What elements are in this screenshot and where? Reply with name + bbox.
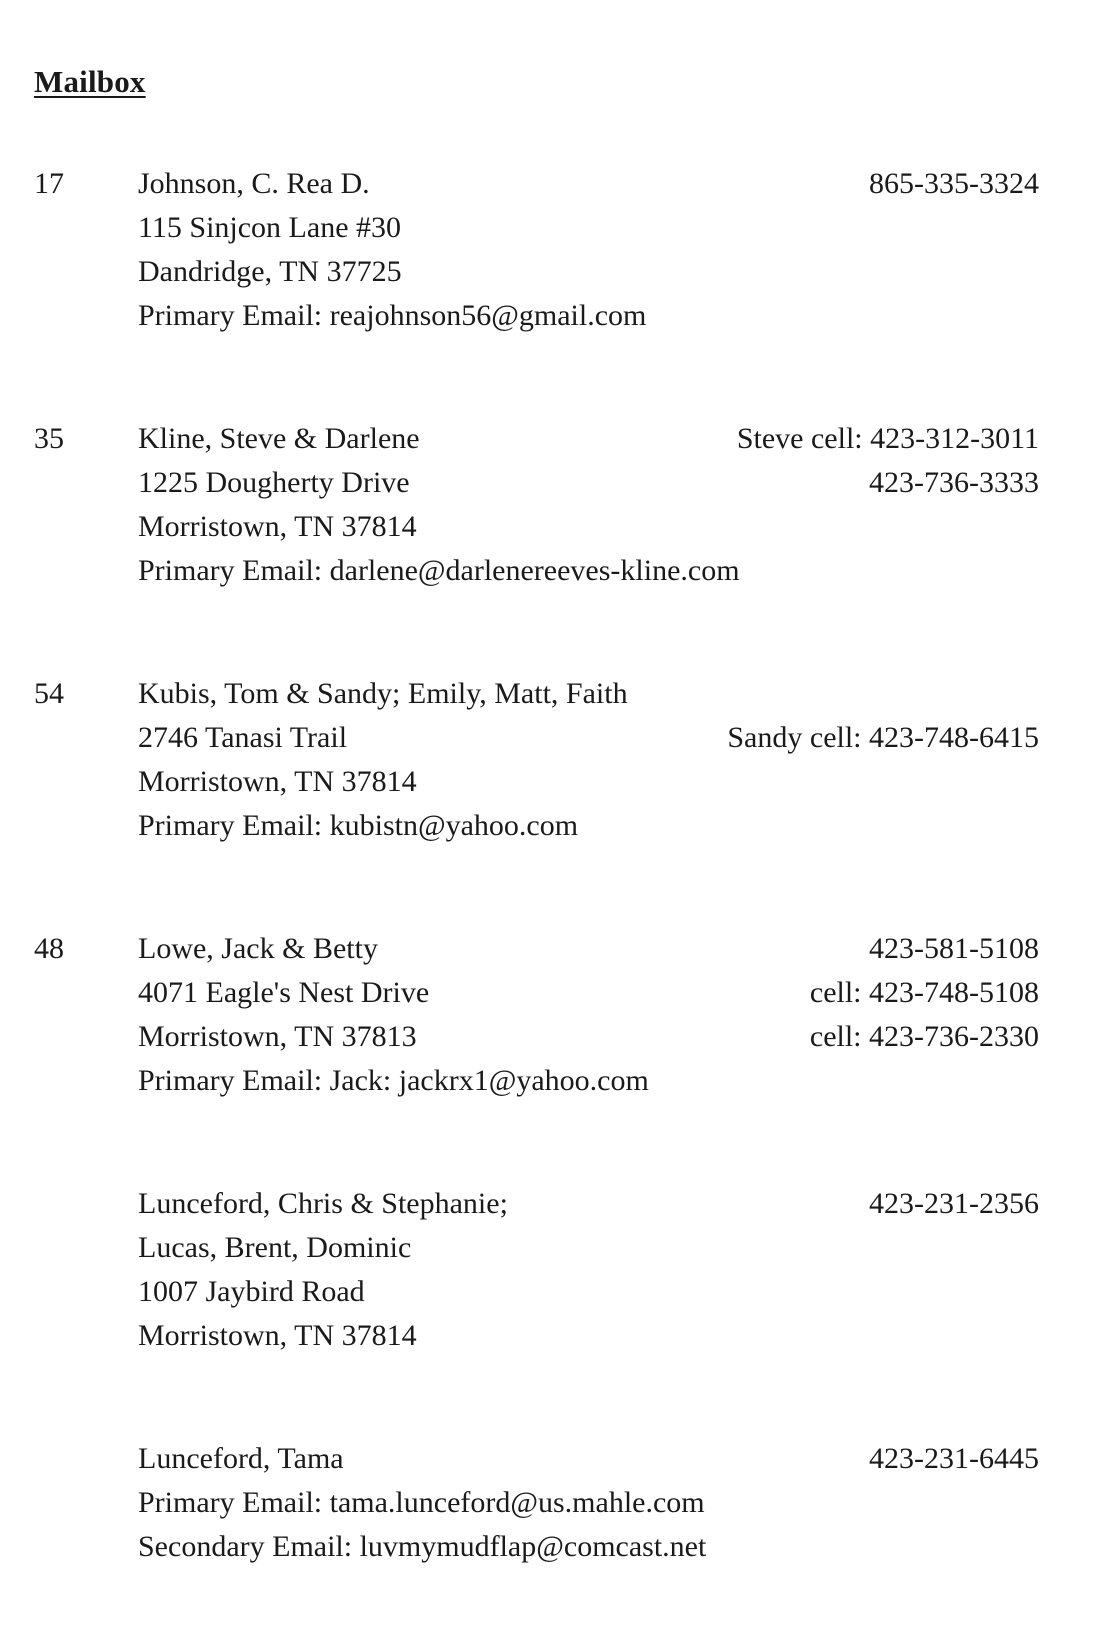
entry-email: Primary Email: reajohnson56@gmail.com bbox=[138, 299, 647, 332]
entry-city: Morristown, TN 37814 bbox=[138, 765, 417, 798]
entry-city: Morristown, TN 37814 bbox=[138, 510, 417, 543]
entry-name: Lowe, Jack & Betty bbox=[138, 932, 378, 965]
entry-email: Primary Email: tama.lunceford@us.mahle.com bbox=[138, 1486, 705, 1519]
phone-number: 423-231-6445 bbox=[869, 1442, 1039, 1475]
entry-name: Johnson, C. Rea D. bbox=[138, 167, 370, 200]
mailbox-number: 54 bbox=[34, 677, 64, 710]
phone-number bbox=[727, 672, 1039, 716]
entry-name: Lunceford, Tama bbox=[138, 1442, 344, 1475]
entry-email: Primary Email: darlene@darlenereeves-kline.com bbox=[138, 554, 740, 587]
phone-number: 865-335-3324 bbox=[869, 167, 1039, 200]
phone-number: cell: 423-748-5108 bbox=[809, 976, 1039, 1009]
entry-city: Morristown, TN 37813 bbox=[138, 1020, 417, 1053]
entry-city: Dandridge, TN 37725 bbox=[138, 255, 402, 288]
entry-email: Primary Email: kubistn@yahoo.com bbox=[138, 809, 579, 842]
entry-family: Lucas, Brent, Dominic bbox=[138, 1231, 412, 1264]
phone-number: Steve cell: 423-312-3011 bbox=[736, 422, 1039, 455]
mailbox-number: 35 bbox=[34, 422, 64, 455]
entry-details bbox=[138, 162, 646, 338]
entry-street: 1007 Jaybird Road bbox=[138, 1275, 365, 1308]
entry-street: 115 Sinjcon Lane #30 bbox=[138, 211, 402, 244]
entry-phones bbox=[869, 1437, 1039, 1481]
phone-number: cell: 423-736-2330 bbox=[809, 1020, 1039, 1053]
entry-name: Lunceford, Chris & Stephanie; bbox=[138, 1187, 508, 1220]
phone-number: 423-231-2356 bbox=[869, 1187, 1039, 1220]
entry-street: 1225 Dougherty Drive bbox=[138, 466, 410, 499]
entry-details bbox=[138, 672, 628, 848]
entry-phones bbox=[727, 672, 1039, 760]
entry-phones bbox=[810, 927, 1039, 1059]
page-heading: Mailbox bbox=[34, 64, 146, 99]
entry-phones bbox=[869, 1182, 1039, 1226]
entry-details bbox=[138, 1437, 706, 1569]
entry-email: Primary Email: Jack: jackrx1@yahoo.com bbox=[138, 1064, 649, 1097]
entry-name: Kubis, Tom & Sandy; Emily, Matt, Faith bbox=[138, 677, 628, 710]
phone-number: 423-581-5108 bbox=[869, 932, 1039, 965]
entry-details bbox=[138, 417, 740, 593]
entry-street: 2746 Tanasi Trail bbox=[138, 721, 348, 754]
entry-name: Kline, Steve & Darlene bbox=[138, 422, 420, 455]
entry-phones bbox=[869, 162, 1039, 206]
entry-details bbox=[138, 927, 649, 1103]
phone-number: 423-736-3333 bbox=[869, 466, 1039, 499]
entry-phones bbox=[737, 417, 1039, 505]
entry-details bbox=[138, 1182, 508, 1358]
mailbox-number: 48 bbox=[34, 932, 64, 965]
mailbox-number: 17 bbox=[34, 167, 64, 200]
phone-number: Sandy cell: 423-748-6415 bbox=[727, 721, 1039, 754]
entry-street: 4071 Eagle's Nest Drive bbox=[138, 976, 430, 1009]
entry-city: Morristown, TN 37814 bbox=[138, 1319, 417, 1352]
entry-secondary-email: Secondary Email: luvmymudflap@comcast.net bbox=[138, 1530, 707, 1563]
